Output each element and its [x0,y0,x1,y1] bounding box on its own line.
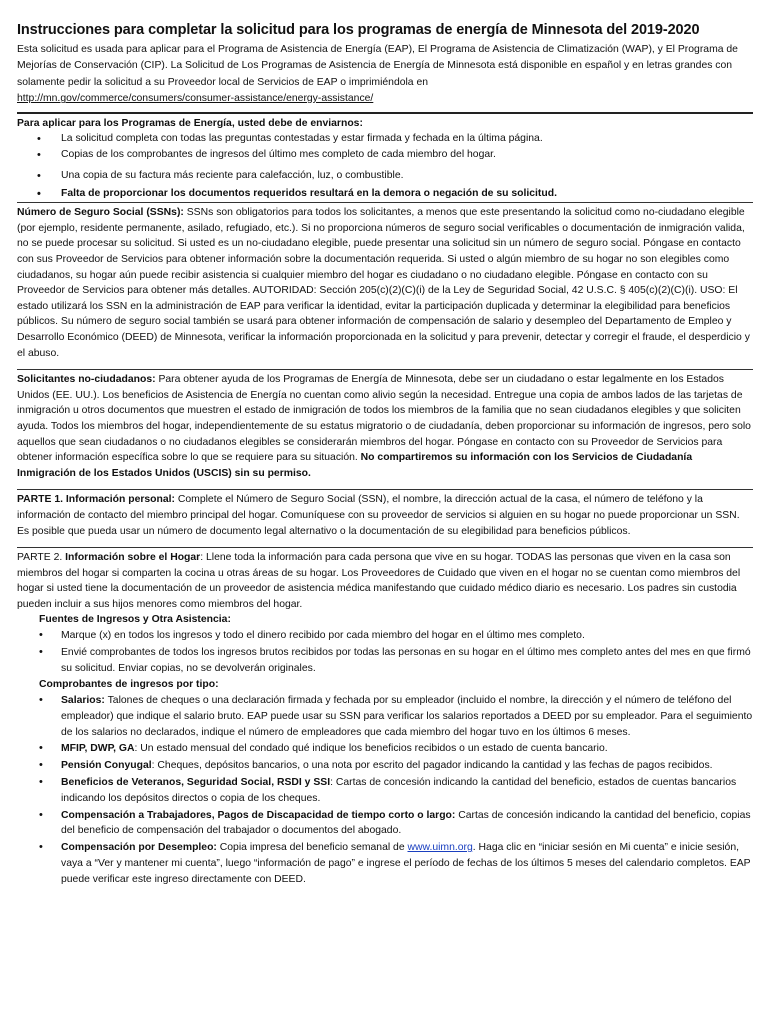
proof-label: Beneficios de Veteranos, Seguridad Social, RSDI y SSI [61,777,331,789]
apply-list [17,131,753,202]
proof-text: : Cartas de concesión indicando la cantidad del beneficio, estados de cuentas bancarios indicando los depósitos directos o copia de los cheques. [61,777,737,804]
proof-label: Salarios: [61,695,105,707]
apply-section [17,116,753,203]
intro-paragraph [17,42,753,108]
proof-text: . Haga clic en “iniciar sesión en Mi cuenta” e inicie sesión, vaya a “Ver y mantener mi cuenta”, luego “información de pago” e ingrese el período de fechas de los últimos 5 meses del calendario completos. EAP puede verificar este ingreso directamente con DEED. [61,842,751,885]
part2-section [17,547,753,888]
list-item: • Copias de los comprobantes de ingresos del último mes completo de cada miembro del hogar. [17,147,753,163]
list-item [17,840,753,887]
intro-text: Esta solicitud es usada para aplicar para el Programa de Asistencia de Energía (EAP), El Programa de Asistencia de Climatización (WAP), y El Programa de Mejorías de Conservación (CIP). La Solicitud de Los Programas de Asistencia de Energía de Minnesota está disponible en español y en letras grandes con solamente pedir la solicitud a su Proveedor local de Servicios de EAP o imprimiéndola en [17,44,738,88]
income-proofs-heading: Comprobantes de ingresos por tipo: [39,679,219,691]
proof-text: Talones de cheques o una declaración firmada y fechada por su empleador (incluido el nombre, la dirección y el número de teléfono del empleador) que indique el salario bruto. EAP puede usar su SSN para verificar los salarios reportados a DEED por su empleador. Para el seguimiento de los salarios no declarados, indique el número de empleadores que cada miembro del hogar tuvo en los últimos 6 meses. [61,695,753,738]
noncitizen-bold-end: No compartiremos su información con los Servicios de Ciudadanía Inmigración de los Estados Unidos (USCIS) sin su permiso. [17,452,693,479]
warning-item: • Falta de proporcionar los documentos requeridos resultará en la demora o negación de su solicitud. [17,186,753,202]
list-item [17,808,753,840]
noncitizen-text: Para obtener ayuda de los Programas de Energía de Minnesota, debe ser un ciudadano o estar legalmente en los Estados Unidos (EE. UU.). Los beneficios de Asistencia de Energía no cuentan como alivio según la necesidad. Entregue una copia de ambos lados de las tarjetas de inmigración u otros documentos que muestren el estado de inmigración de todos los miembros de la familia que no sean ciudadanos elegibles y que soliciten ayuda. Todos los miembros del hogar, independientemente de su estatus migratorio o de ciudadanía, deben proporcionar su información de ingresos, pero solo aquellos que sean ciudadanos o no ciudadanos elegibles se considerarán miembros del hogar. Póngase en contacto con su Proveedor de Servicios para obtener información específica sobre lo que se requiere para su situación. [17,374,751,464]
noncitizen-section [17,369,753,481]
list-item [17,741,753,757]
divider [17,112,753,114]
proof-label: Compensación a Trabajadores, Pagos de Discapacidad de tiempo corto o largo: [61,809,456,821]
part2-text: : Llene toda la información para cada persona que vive en su hogar. TODAS las personas que viven en la casa son miembros del hogar si comparten la cocina u otras áreas de su hogar. Los Proveedores de Cuidado que viven en el hogar no se cuentan como miembros del hogar si usted tiene la documentación de un proveedor de asistencia médica manifestando que cuidado médico diario es necesario. Los padres sin custodia pueden incluir a sus hijos menores como miembros del hogar. [17,552,741,610]
uimn-link[interactable]: www.uimn.org [407,842,473,854]
part2-label-a: PARTE 2. [17,552,66,564]
proof-text: : Un estado mensual del condado qué indique los beneficios recibidos o un estado de cuenta bancario. [134,743,608,755]
proof-label: Pensión Conyugal [61,760,152,772]
list-item: • Una copia de su factura más reciente para calefacción, luz, o combustible. [17,168,753,184]
proof-text: Cartas de concesión indicando la cantidad del beneficio, copias del beneficio de compensación del trabajador o documentos del abogado. [61,809,751,837]
proof-label: MFIP, DWP, GA [61,743,135,755]
income-sources-list [17,628,753,676]
income-proofs-list [17,693,753,888]
part2-label-b: Información sobre el Hogar [65,552,201,564]
income-sources-heading: Fuentes de Ingresos y Otra Asistencia: [39,614,231,626]
ssn-section [17,202,753,361]
ssn-text: SSNs son obligatorios para todos los solicitantes, a menos que este presentando la solicitud como no-ciudadano elegible (por ejemplo, residente permanente, asilado, refugiado, etc.). Si no proporciona números de seguro social verificables o documentación de inmigración valida, no se puede procesar su solicitud. Si usted es un no-ciudadano elegible, puede presentar una solicitud sin un número de seguro social. Póngase en contacto con sus Proveedor de Servicios para obtener información sobre la documentación requerida. Si usted o algún miembro de su hogar no son elegibles como ciudadanos, su hogar aún puede recibir asistencia si cualquier miembro del hogar es ciudadano o no ciudadano elegible. Póngase en contacto con su Proveedor de Servicios para obtener más detalles. AUTORIDAD: Sección 205(c)(2)(C)(i) de la Ley de Seguridad Social, 42 U.S.C. § 405(c)(2)(C)(i). USO: El estado utilizará los SSN en la administración de EAP para verificar la identidad, evitar la participación duplicada y determinar la elegibilidad para beneficios públicos. Su número de seguro social también se usará para obtener información de compensación de salario y desempleo del Departamento de Empleo y Desarrollo Económico (DEED) de Minnesota, verificar la información proporcionada en la solicitud y para prevenir, detectar y corregir el fraude, el desperdicio y el abuso. [17,207,750,359]
part1-section [17,489,753,539]
list-item: • La solicitud completa con todas las preguntas contestadas y estar firmada y fechada en la última página. [17,131,753,147]
part1-text: Complete el Número de Seguro Social (SSN), el nombre, la dirección actual de la casa, el número de teléfono y la información de contacto del miembro principal del hogar. Comuníquese con su proveedor de servicios si alguien en su hogar no puede proporcionar un SSN. Es posible que pueda usar un número de documento legal alternativo o la documentación de su elegibilidad para beneficios públicos. [17,494,740,537]
noncitizen-label: Solicitantes no-ciudadanos: [17,374,156,386]
proof-text: Copia impresa del beneficio semanal de [216,842,408,854]
list-item [17,775,753,807]
apply-heading: Para aplicar para los Programas de Energía, usted debe de enviarnos: [17,117,363,129]
ssn-label: Número de Seguro Social (SSNs): [17,207,184,219]
list-item [17,693,753,740]
list-item [17,758,753,774]
energy-assistance-link[interactable]: http://mn.gov/commerce/consumers/consumer-assistance/energy-assistance/ [17,93,374,105]
list-item: • Marque (x) en todos los ingresos y todo el dinero recibido por cada miembro del hogar en el último mes completo. [17,628,753,644]
proof-label: Compensación por Desempleo: [61,842,217,854]
part1-label: PARTE 1. Información personal: [17,494,175,506]
page-title: Instrucciones para completar la solicitud para los programas de energía de Minnesota del 2019-2020 [17,22,700,38]
list-item: • Envié comprobantes de todos los ingresos brutos recibidos por todas las personas en su hogar en el último mes completo antes del mes en que firmó su solicitud. Enviar copias, no se devolverán originales. [17,645,753,677]
proof-text: : Cheques, depósitos bancarios, o una nota por escrito del pagador indicando la cantidad y las fechas de pagos recibidos. [151,760,713,772]
